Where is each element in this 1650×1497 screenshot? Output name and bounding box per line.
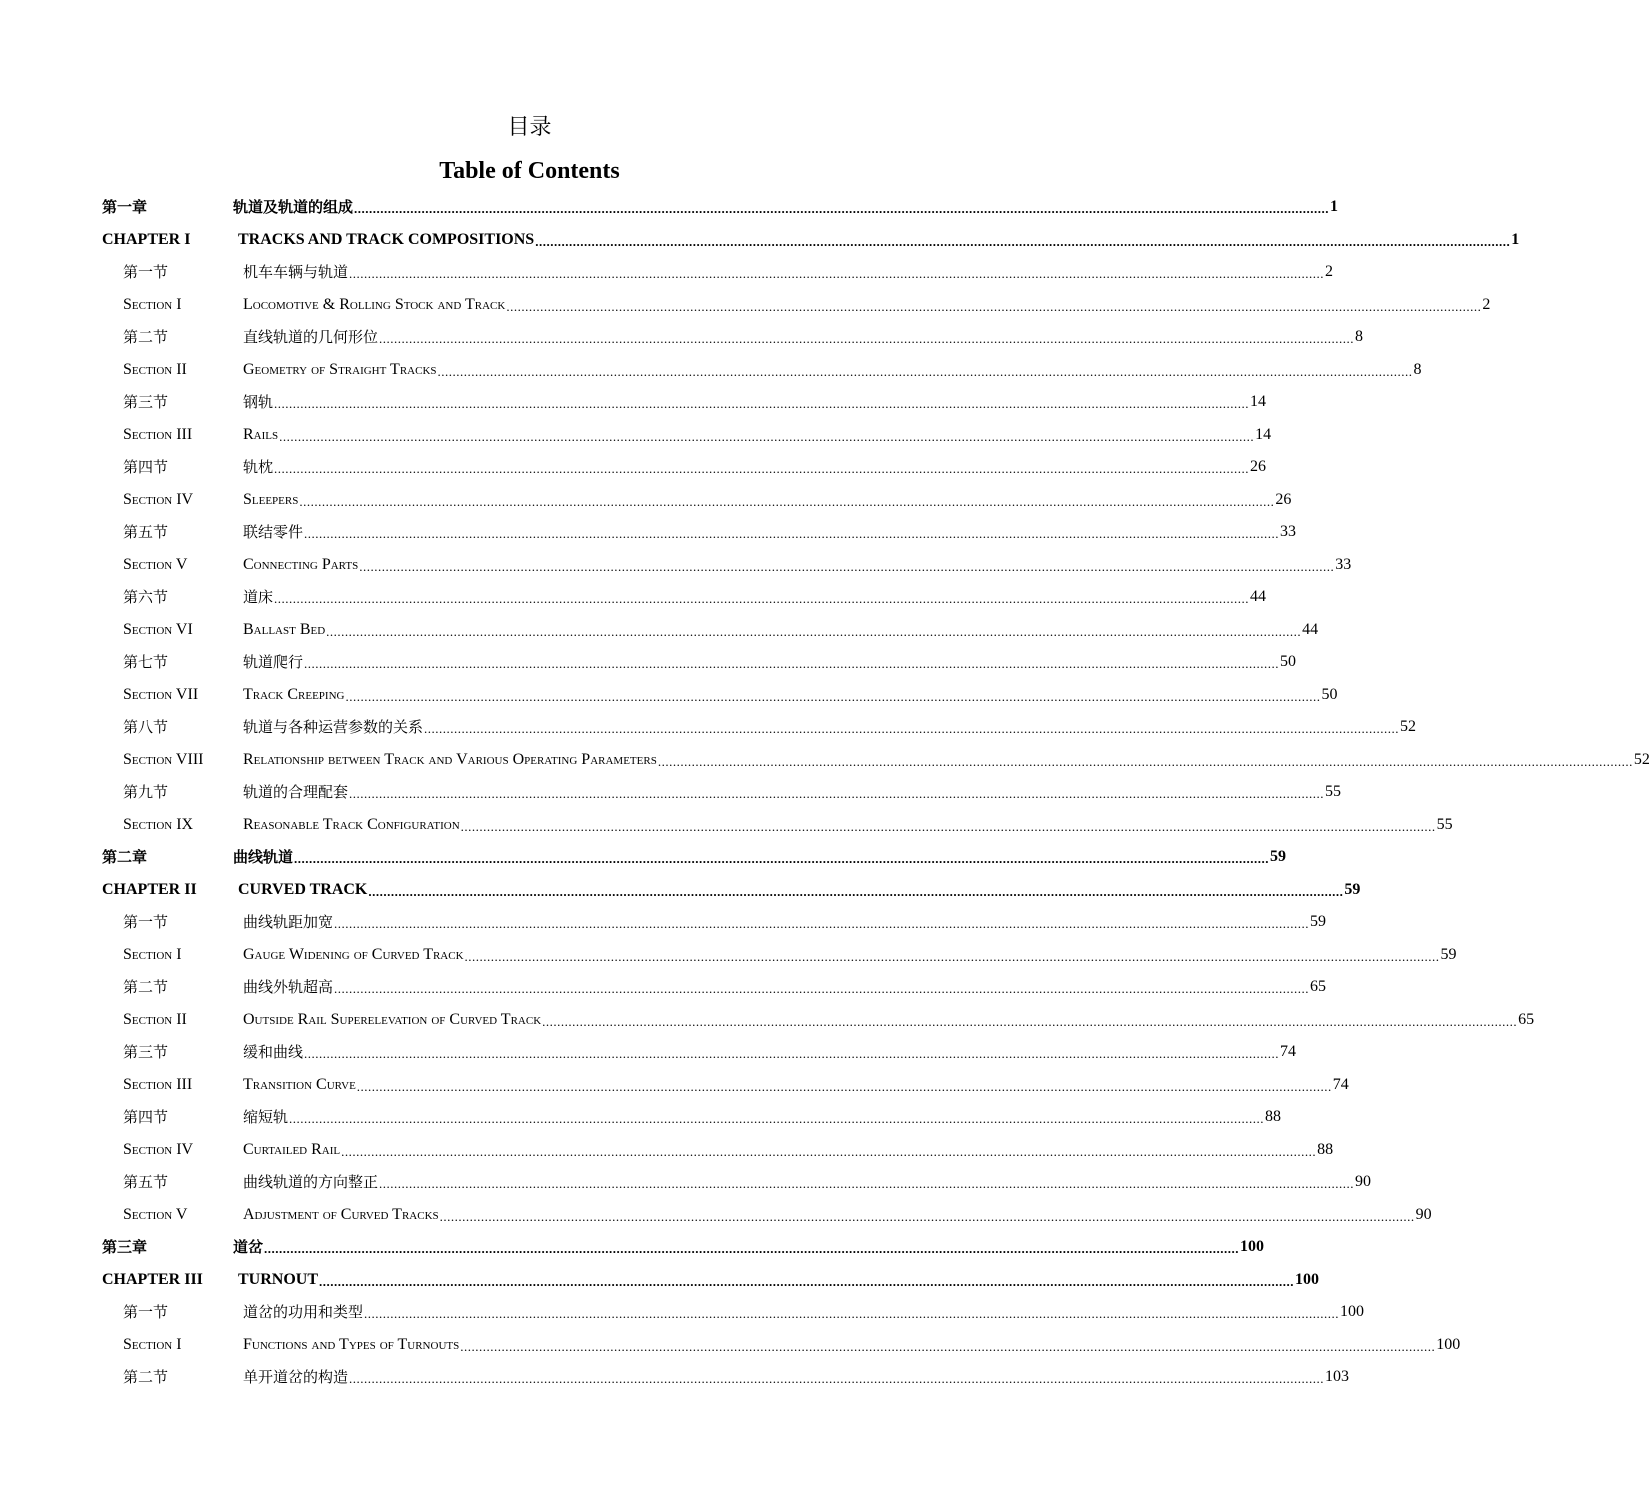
- toc-entry-title: Connecting Parts: [243, 555, 359, 573]
- toc-entry-line: [243, 685, 1338, 705]
- toc-entry-page-number: 55: [1436, 815, 1453, 833]
- toc-entry-page-number: 74: [1280, 1043, 1297, 1060]
- toc-entry-page-number: 1: [1511, 230, 1520, 248]
- toc-entry-section[interactable]: [0, 385, 1267, 418]
- dot-leader: ....................................................................................................................................................................................................................................................................: [279, 428, 1255, 444]
- toc-entry-title: 联结零件: [243, 523, 304, 541]
- toc-entry-number: Section I: [123, 1335, 182, 1353]
- toc-entry-page-number: 8: [1355, 328, 1364, 345]
- toc-entry-page-number: 8: [1413, 360, 1422, 378]
- toc-entry-title: Gauge Widening of Curved Track: [243, 945, 464, 963]
- toc-entry-line: [243, 977, 1327, 997]
- toc-entry-section[interactable]: [0, 1003, 1535, 1036]
- dot-leader: ....................................................................................................................................................................................................................................................................: [289, 1111, 1265, 1126]
- toc-entry-page-number: 100: [1340, 1303, 1365, 1320]
- toc-entry-title: 钢轨: [243, 393, 274, 411]
- toc-entry-number: Section I: [123, 295, 182, 313]
- toc-entry-number: 第四节: [123, 1108, 169, 1126]
- toc-entry-line: [243, 555, 1352, 575]
- toc-entry-section[interactable]: [0, 1100, 1282, 1133]
- toc-entry-number: Section VIII: [123, 750, 204, 768]
- toc-entry-line: [243, 1140, 1334, 1160]
- toc-entry-title: 直线轨道的几何形位: [243, 328, 379, 346]
- toc-entry-section[interactable]: [0, 320, 1364, 353]
- toc-entry-page-number: 33: [1280, 523, 1297, 540]
- toc-entry-section[interactable]: [0, 743, 1650, 776]
- toc-entry-title: 曲线轨距加宽: [243, 913, 334, 931]
- page-title-chinese: 目录: [507, 115, 552, 140]
- toc-entry-page-number: 103: [1325, 1368, 1350, 1385]
- toc-entry-number: 第五节: [123, 523, 169, 541]
- toc-entry-line: [238, 880, 1361, 900]
- toc-entry-page-number: 52: [1400, 718, 1417, 735]
- toc-entry-number: 第二章: [102, 848, 148, 866]
- toc-entry-line: [243, 750, 1650, 770]
- toc-entry-page-number: 59: [1344, 880, 1361, 898]
- toc-entry-title: 缓和曲线: [243, 1043, 304, 1061]
- toc-entry-title: Sleepers: [243, 490, 299, 508]
- toc-entry-number: 第二节: [123, 1368, 169, 1386]
- toc-entry-section[interactable]: [0, 938, 1457, 971]
- toc-entry-title: 轨道的合理配套: [243, 783, 349, 801]
- toc-entry-line: [238, 230, 1520, 250]
- dot-leader: ....................................................................................................................................................................................................................................................................: [334, 981, 1310, 996]
- dot-leader: ....................................................................................................................................................................................................................................................................: [379, 1176, 1355, 1191]
- table-of-contents: [0, 190, 1650, 1393]
- toc-entry-page-number: 44: [1250, 588, 1267, 605]
- toc-entry-title: Track Creeping: [243, 685, 345, 703]
- dot-leader: ....................................................................................................................................................................................................................................................................: [460, 818, 1436, 834]
- toc-entry-page-number: 52: [1633, 750, 1650, 768]
- toc-entry-line: [243, 1075, 1349, 1095]
- toc-entry-title: 曲线轨道: [233, 848, 294, 866]
- toc-entry-page-number: 65: [1518, 1010, 1535, 1028]
- toc-entry-line: [243, 262, 1334, 282]
- toc-entry-page-number: 26: [1250, 458, 1267, 475]
- toc-entry-section[interactable]: [0, 678, 1338, 711]
- toc-entry-title: 机车车辆与轨道: [243, 263, 349, 281]
- toc-entry-page-number: 59: [1440, 945, 1457, 963]
- toc-entry-line: [233, 1237, 1265, 1257]
- toc-entry-number: Section II: [123, 1010, 187, 1028]
- toc-entry-line: [243, 1302, 1365, 1322]
- toc-entry-number: 第五节: [123, 1173, 169, 1191]
- toc-entry-line: [243, 945, 1457, 965]
- toc-entry-page-number: 74: [1332, 1075, 1349, 1093]
- toc-entry-title: Reasonable Track Configuration: [243, 815, 460, 833]
- dot-leader: ....................................................................................................................................................................................................................................................................: [356, 1078, 1332, 1094]
- dot-leader: ....................................................................................................................................................................................................................................................................: [345, 688, 1321, 704]
- dot-leader: ....................................................................................................................................................................................................................................................................: [424, 721, 1400, 736]
- toc-entry-title: Adjustment of Curved Tracks: [243, 1205, 439, 1223]
- toc-entry-number: 第一节: [123, 263, 169, 281]
- toc-entry-number: Section V: [123, 1205, 188, 1223]
- toc-entry-section[interactable]: [0, 905, 1327, 938]
- toc-entry-section[interactable]: [0, 255, 1334, 288]
- toc-entry-section[interactable]: [0, 418, 1272, 451]
- toc-entry-section[interactable]: [0, 710, 1417, 743]
- toc-entry-number: 第一章: [102, 198, 148, 216]
- toc-entry-number: Section VI: [123, 620, 193, 638]
- toc-entry-number: Section II: [123, 360, 187, 378]
- toc-entry-page-number: 100: [1436, 1335, 1461, 1353]
- toc-entry-page-number: 100: [1295, 1270, 1320, 1288]
- dot-leader: ....................................................................................................................................................................................................................................................................: [274, 591, 1250, 606]
- toc-entry-number: Section IV: [123, 1140, 194, 1158]
- toc-entry-section[interactable]: [0, 1198, 1432, 1231]
- toc-entry-number: Section I: [123, 945, 182, 963]
- toc-entry-line: [243, 1335, 1461, 1355]
- toc-entry-line: [243, 1172, 1372, 1192]
- toc-entry-section[interactable]: [0, 1295, 1365, 1328]
- dot-leader: ....................................................................................................................................................................................................................................................................: [304, 526, 1280, 541]
- dot-leader: ....................................................................................................................................................................................................................................................................: [364, 1306, 1340, 1321]
- toc-entry-page-number: 90: [1355, 1173, 1372, 1190]
- toc-entry-chapter[interactable]: [0, 190, 1339, 223]
- toc-entry-number: CHAPTER III: [102, 1270, 203, 1288]
- toc-entry-page-number: 50: [1280, 653, 1297, 670]
- toc-entry-line: [243, 1107, 1282, 1127]
- toc-entry-page-number: 88: [1265, 1108, 1282, 1125]
- toc-entry-line: [233, 197, 1339, 217]
- toc-entry-section[interactable]: [0, 1328, 1461, 1361]
- dot-leader: ....................................................................................................................................................................................................................................................................: [274, 396, 1250, 411]
- toc-entry-chapter[interactable]: [0, 1263, 1320, 1296]
- toc-entry-number: 第二节: [123, 328, 169, 346]
- toc-entry-line: [243, 815, 1453, 835]
- toc-entry-section[interactable]: [0, 1035, 1297, 1068]
- toc-entry-page-number: 14: [1255, 425, 1272, 443]
- toc-entry-line: [243, 1042, 1297, 1062]
- dot-leader: ....................................................................................................................................................................................................................................................................: [264, 1241, 1240, 1256]
- toc-entry-line: [243, 1010, 1535, 1030]
- dot-leader: ....................................................................................................................................................................................................................................................................: [535, 233, 1511, 249]
- toc-entry-number: 第二节: [123, 978, 169, 996]
- dot-leader: ....................................................................................................................................................................................................................................................................: [334, 916, 1310, 931]
- toc-entry-title: Functions and Types of Turnouts: [243, 1335, 460, 1353]
- dot-leader: ....................................................................................................................................................................................................................................................................: [349, 786, 1325, 801]
- toc-entry-number: Section III: [123, 425, 193, 443]
- dot-leader: ....................................................................................................................................................................................................................................................................: [349, 266, 1325, 281]
- toc-entry-title: 轨道与各种运营参数的关系: [243, 718, 424, 736]
- toc-entry-line: [243, 295, 1491, 315]
- dot-leader: ....................................................................................................................................................................................................................................................................: [368, 883, 1344, 899]
- toc-entry-number: 第一节: [123, 913, 169, 931]
- toc-entry-title: TURNOUT: [238, 1270, 319, 1288]
- toc-entry-number: Section IV: [123, 490, 194, 508]
- toc-entry-page-number: 1: [1330, 198, 1339, 215]
- toc-entry-title: TRACKS AND TRACK COMPOSITIONS: [238, 230, 535, 248]
- dot-leader: ....................................................................................................................................................................................................................................................................: [439, 1208, 1415, 1224]
- toc-entry-page-number: 100: [1240, 1238, 1265, 1255]
- toc-entry-title: Ballast Bed: [243, 620, 326, 638]
- toc-entry-line: [243, 490, 1292, 510]
- toc-entry-number: 第八节: [123, 718, 169, 736]
- toc-entry-section[interactable]: [0, 1360, 1350, 1393]
- toc-entry-title: Rails: [243, 425, 279, 443]
- dot-leader: ....................................................................................................................................................................................................................................................................: [460, 1338, 1436, 1354]
- toc-entry-page-number: 44: [1302, 620, 1319, 638]
- toc-entry-line: [243, 717, 1417, 737]
- dot-leader: ....................................................................................................................................................................................................................................................................: [304, 656, 1280, 671]
- toc-entry-page-number: 33: [1335, 555, 1352, 573]
- toc-entry-number: Section V: [123, 555, 188, 573]
- toc-entry-page-number: 50: [1321, 685, 1338, 703]
- toc-entry-page-number: 59: [1270, 848, 1287, 865]
- toc-entry-title: 缩短轨: [243, 1108, 289, 1126]
- toc-entry-line: [238, 1270, 1320, 1290]
- toc-entry-section[interactable]: [0, 1133, 1334, 1166]
- toc-entry-title: 轨道及轨道的组成: [233, 198, 354, 216]
- toc-entry-page-number: 59: [1310, 913, 1327, 930]
- toc-entry-title: Geometry of Straight Tracks: [243, 360, 437, 378]
- toc-entry-line: [243, 912, 1327, 932]
- page-title-english: Table of Contents: [439, 158, 620, 184]
- toc-entry-number: Section VII: [123, 685, 199, 703]
- dot-leader: ....................................................................................................................................................................................................................................................................: [542, 1013, 1518, 1029]
- toc-entry-line: [233, 847, 1287, 867]
- toc-entry-number: Section IX: [123, 815, 194, 833]
- toc-entry-section[interactable]: [0, 775, 1342, 808]
- toc-entry-section[interactable]: [0, 288, 1491, 321]
- toc-entry-chapter[interactable]: [0, 223, 1520, 256]
- toc-entry-section[interactable]: [0, 483, 1292, 516]
- dot-leader: ....................................................................................................................................................................................................................................................................: [359, 558, 1335, 574]
- dot-leader: ....................................................................................................................................................................................................................................................................: [326, 623, 1302, 639]
- toc-entry-title: 轨枕: [243, 458, 274, 476]
- dot-leader: ....................................................................................................................................................................................................................................................................: [506, 298, 1482, 314]
- toc-entry-number: 第三节: [123, 393, 169, 411]
- toc-entry-title: 道岔的功用和类型: [243, 1303, 364, 1321]
- toc-entry-title: 轨道爬行: [243, 653, 304, 671]
- toc-entry-page-number: 90: [1415, 1205, 1432, 1223]
- toc-entry-title: CURVED TRACK: [238, 880, 368, 898]
- toc-entry-page-number: 55: [1325, 783, 1342, 800]
- toc-entry-title: Transition Curve: [243, 1075, 356, 1093]
- toc-entry-section[interactable]: [0, 450, 1267, 483]
- toc-entry-title: 道岔: [233, 1238, 264, 1256]
- toc-entry-title: Locomotive & Rolling Stock and Track: [243, 295, 506, 313]
- toc-entry-chapter[interactable]: [0, 1230, 1265, 1263]
- toc-entry-line: [243, 457, 1267, 477]
- toc-entry-section[interactable]: [0, 515, 1297, 548]
- toc-entry-page-number: 88: [1317, 1140, 1334, 1158]
- toc-entry-line: [243, 327, 1364, 347]
- toc-entry-page-number: 14: [1250, 393, 1267, 410]
- toc-entry-line: [243, 1367, 1350, 1387]
- dot-leader: ....................................................................................................................................................................................................................................................................: [354, 201, 1330, 216]
- toc-entry-number: 第三节: [123, 1043, 169, 1061]
- toc-entry-section[interactable]: [0, 613, 1319, 646]
- toc-entry-number: Section III: [123, 1075, 193, 1093]
- toc-entry-number: 第一节: [123, 1303, 169, 1321]
- toc-entry-number: 第六节: [123, 588, 169, 606]
- toc-entry-title: 曲线轨道的方向整正: [243, 1173, 379, 1191]
- dot-leader: ....................................................................................................................................................................................................................................................................: [319, 1273, 1295, 1289]
- toc-entry-title: Curtailed Rail: [243, 1140, 341, 1158]
- toc-entry-number: 第三章: [102, 1238, 148, 1256]
- toc-entry-page-number: 2: [1325, 263, 1334, 280]
- toc-entry-title: 单开道岔的构造: [243, 1368, 349, 1386]
- dot-leader: ....................................................................................................................................................................................................................................................................: [341, 1143, 1317, 1159]
- toc-entry-section[interactable]: [0, 970, 1327, 1003]
- dot-leader: ....................................................................................................................................................................................................................................................................: [657, 753, 1633, 769]
- toc-entry-line: [243, 652, 1297, 672]
- toc-entry-page-number: 2: [1482, 295, 1491, 313]
- toc-entry-section[interactable]: [0, 1165, 1372, 1198]
- toc-entry-line: [243, 620, 1319, 640]
- toc-entry-section[interactable]: [0, 808, 1453, 841]
- toc-entry-line: [243, 1205, 1432, 1225]
- dot-leader: ....................................................................................................................................................................................................................................................................: [464, 948, 1440, 964]
- toc-entry-number: 第四节: [123, 458, 169, 476]
- toc-entry-page-number: 26: [1275, 490, 1292, 508]
- toc-entry-section[interactable]: [0, 645, 1297, 678]
- toc-entry-section[interactable]: [0, 548, 1352, 581]
- toc-entry-line: [243, 522, 1297, 542]
- toc-entry-page-number: 65: [1310, 978, 1327, 995]
- toc-entry-section[interactable]: [0, 353, 1422, 386]
- toc-entry-chapter[interactable]: [0, 873, 1361, 906]
- dot-leader: ....................................................................................................................................................................................................................................................................: [294, 851, 1270, 866]
- dot-leader: ....................................................................................................................................................................................................................................................................: [349, 1371, 1325, 1386]
- toc-entry-number: CHAPTER I: [102, 230, 191, 248]
- toc-entry-title: 道床: [243, 588, 274, 606]
- toc-entry-number: 第九节: [123, 783, 169, 801]
- dot-leader: ....................................................................................................................................................................................................................................................................: [304, 1046, 1280, 1061]
- dot-leader: ....................................................................................................................................................................................................................................................................: [274, 461, 1250, 476]
- toc-entry-section[interactable]: [0, 1068, 1349, 1101]
- dot-leader: ....................................................................................................................................................................................................................................................................: [437, 363, 1413, 379]
- toc-entry-line: [243, 392, 1267, 412]
- toc-entry-line: [243, 587, 1267, 607]
- toc-entry-chapter[interactable]: [0, 840, 1287, 873]
- toc-entry-title: Relationship between Track and Various Operating Parameters: [243, 750, 657, 768]
- dot-leader: ....................................................................................................................................................................................................................................................................: [379, 331, 1355, 346]
- toc-entry-line: [243, 360, 1422, 380]
- toc-entry-number: 第七节: [123, 653, 169, 671]
- toc-entry-section[interactable]: [0, 580, 1267, 613]
- dot-leader: ....................................................................................................................................................................................................................................................................: [299, 493, 1275, 509]
- toc-entry-line: [243, 425, 1272, 445]
- toc-entry-line: [243, 782, 1342, 802]
- toc-entry-number: CHAPTER II: [102, 880, 197, 898]
- toc-entry-title: 曲线外轨超高: [243, 978, 334, 996]
- toc-entry-title: Outside Rail Superelevation of Curved Track: [243, 1010, 542, 1028]
